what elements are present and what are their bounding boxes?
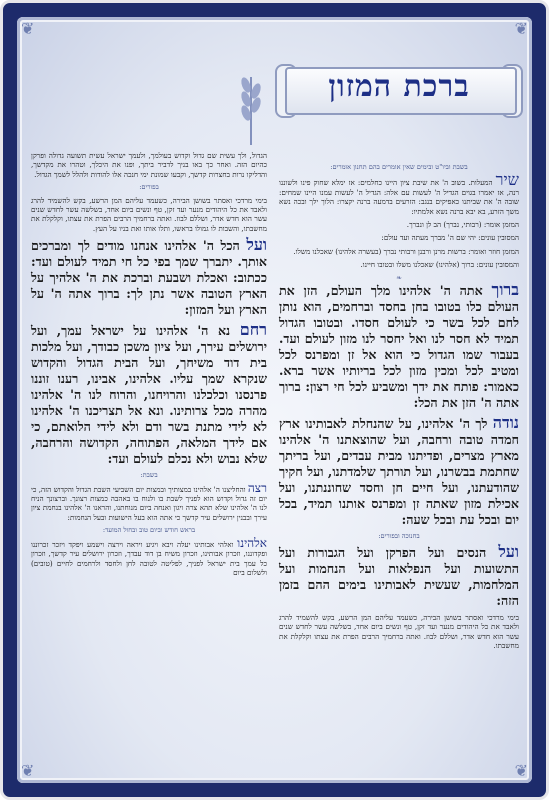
purim-paragraph-right: בימי מרדכי ואסתר בשושן הבירה, כשעמד עליהם המן הרשע, בקש להשמיד להרג ולאבד את כל היהודים מנער ועד זקן, טף ונשים ביום אחד, בשלשה עשר לחדש שנים עשר הוא חדש אדר, ושללם לבוז. ואתה ברחמיך הרבים הפרת את עצתו וקלקלת את מחשבתו.: [279, 613, 519, 651]
corner-ornament-icon: ❦: [514, 19, 528, 38]
al-hanisim-paragraph: [279, 544, 519, 609]
chanukah-purim-note: בחנוכה ובפורים:: [378, 531, 420, 540]
veal-hakol-paragraph: [31, 237, 267, 318]
al-lead-word: ועל: [498, 542, 519, 562]
baruch-text: אתה ה' אלהינו מלך העולם, הזן את העולם כלו בטובו בחן בחסד וברחמים, הוא נותן לחם לכל בשר כי לעולם חסדו. ובטובו הגדול תמיד לא חסר לנו ואל יחסר לנו מזון לעולם ועד. בעבור שמו הגדול כי הוא אל זן ומפרנס לכל ומטיב לכל ומכין מזון לכל בריותיו אשר ברא. כאמור: פותח את ידך ומשביע לכל חי רצון: ברוך אתה ה' הזן את הכל:: [279, 282, 519, 410]
corner-ornament-icon: ❦: [514, 761, 528, 780]
yaaleh-veyavo-paragraph: [31, 535, 267, 578]
retzeh-lead-word: רצה: [247, 480, 267, 495]
elokeinu-lead-word: אלהינו: [237, 535, 267, 550]
baruch-lead-word: ברוך: [491, 279, 519, 299]
shir-text: המעלות. בשוב ה' את שיבת ציון היינו כחלמים: אז ימלא שחוק פינו ולשוננו רנה, אז יאמרו בגוים הגדיל ה' לעשות עם אלה: הגדיל ה' לעשות עמנו היינו שמחים: שובה ה' את שביתנו כאפיקים בנגב: הזרעים בדמעה ברנה יקצרו: הלוך ילך ובכה נשא משך הזרע, בא יבא ברנה נשא אלמתיו:: [279, 178, 519, 216]
veal-text: הכל ה' אלהינו אנחנו מודים לך ומברכים אותך. יתברך שמך בפי כל חי תמיד לעולם ועד: ככתוב: ואכלת ושבעת וברכת את ה' אלהיך על הארץ הטובה אשר נתן לך: ברוך אתה ה' על הארץ ועל המזון:: [31, 238, 267, 318]
parchment-panel: [17, 17, 532, 783]
corner-ornament-icon: ❦: [21, 761, 35, 780]
racheim-paragraph: [31, 322, 267, 467]
rosh-chodesh-label: בראש חודש וביום טוב ובחול המועד:: [102, 526, 196, 535]
zimun-line: המסובין עונים: יהי שם ה' מברך מעתה ועד עולם:: [381, 233, 519, 243]
nodeh-paragraph: [279, 412, 519, 528]
title-banner: [275, 59, 523, 121]
wheat-icon: [229, 67, 273, 147]
left-column: [31, 151, 267, 581]
shir-lead-word: שיר: [495, 170, 519, 190]
racheim-text: נא ה' אלהינו על ישראל עמך, ועל ירושלים עירך, ועל ציון משכן כבודך, ועל מלכות בית דוד משיחך, ועל הבית הגדול והקדוש שנקרא שמך עליו. אלהינו, אבינו, רענו זוננו פרנסנו וכלכלנו והרויחנו, והרוח לנו ה' אלהינו מהרה מכל צרותינו. ונא אל תצריכנו ה' אלהינו לא לידי מתנת בשר ודם ולא לידי הלואתם, כי אם לידך המלאה, הפתוחה, הקדושה והרחבה, שלא נבוש ולא נכלם לעולם ועד:: [31, 323, 267, 467]
zimun-line: המזמן חוזר ואומר: ברשות מרנן ורבנן ורבותי נברך (בעשרה אלהינו) שאכלנו משלו.: [293, 246, 519, 256]
shabbat-label: בשבת:: [140, 471, 158, 480]
page-title: ברכת המזון: [328, 69, 470, 104]
right-column: [279, 163, 519, 655]
purim-paragraph-left: בימי מרדכי ואסתר בשושן הבירה, כשעמד עליהם המן הרשע, בקש להשמיד להרג ולאבד את כל היהודים מנער ועד זקן, טף ונשים ביום אחד, בשלשה עשר לחדש שנים עשר הוא חדש אדר, ושללם לבוז. ואתה ברחמיך הרבים הפרת את עצתו, וקלקלת את מחשבתו, והשבות לו גמולו בראשו, ותלו אותו ואת בניו על העץ.: [31, 195, 267, 233]
al-text: הנסים ועל הפרקן ועל הגבורות ועל התשועות ועל הנפלאות ועל הנחמות ועל המלחמות, שעשית לאבותינו בימים ההם בזמן הזה:: [279, 545, 519, 609]
corner-ornament-icon: ❦: [21, 19, 35, 38]
elokeinu-text: ואלהי אבותינו יעלה ויבא ויגיע ויראה וירצה וישמע ויפקד ויזכר זכרוננו ופקדוננו, וזכרון אבותינו, וזכרון משיח בן דוד עבדך, וזכרון ירושלים עיר קדשך, וזכרון כל עמך בית ישראל לפניך, לפליטה לטובה לחן ולחסד ולרחמים לחיים (טובים) ולשלום ביום: [31, 539, 267, 577]
racheim-lead-word: רחם: [239, 320, 268, 340]
retzeh-paragraph: [31, 480, 267, 523]
chanukah-paragraph: הגדול, ולך עשית שם גדול וקדוש בעולמך, ולעמך ישראל עשית תשועה גדולה ופרקן כהיום הזה. ואחר כך באו בניך לדביר ביתך, ופנו את היכלך, וטהרו את מקדשך, והדליקו נרות בחצרות קדשך, וקבעו שמונת ימי חנכה אלו להודות ולהלל לשמך הגדול.: [31, 151, 267, 179]
baruch-hazan-paragraph: [279, 279, 519, 411]
retzeh-text: והחליצנו ה' אלהינו במצותיך ובמצות יום השביעי השבת הגדול והקדוש הזה, כי יום זה גדול וקדוש הוא לפניך לשבת בו ולנוח בו באהבה כמצות רצונך. וברצונך הניח לנו ה' אלהינו שלא תהא צרה ויגון ואנחה ביום מנוחתנו, והראנו ה' אלהינו בנחמת ציון עירך ובבנין ירושלים עיר קדשך כי אתה הוא בעל הישועות ובעל הנחמות:: [31, 484, 267, 522]
divider-ornament-icon: ❧: [396, 273, 402, 282]
veal-lead-word: ועל: [246, 235, 267, 255]
zimun-line: המזמן אומר: (רבותי, נברך) הב לן ונברך.: [406, 220, 519, 230]
nodeh-lead-word: נודה: [492, 412, 519, 432]
shir-hamaalot-paragraph: [279, 170, 519, 216]
purim-label: בפורים:: [139, 183, 159, 192]
intro-note: בשבת וביו"ט ובימים שאין אומרים בהם תחנון אומרים:: [330, 163, 468, 171]
nodeh-text: לך ה' אלהינו, על שהנחלת לאבותינו ארץ חמדה טובה ורחבה, ועל שהוצאתנו ה' אלהינו מארץ מצרים, ופדיתנו מבית עבדים, ועל בריתך שחתמת בבשרנו, ועל תורתך שלמדתנו, ועל חקיך שהודעתנו, ועל חיים חן וחסד שחוננתנו, ועל אכילת מזון שאתה זן ומפרנס אותנו תמיד, בכל יום ובכל עת ובכל שעה:: [279, 415, 519, 527]
zimun-line: והמסובין עונים: ברוך (אלהינו) שאכלנו משלו ובטובו חיינו.: [360, 260, 519, 270]
